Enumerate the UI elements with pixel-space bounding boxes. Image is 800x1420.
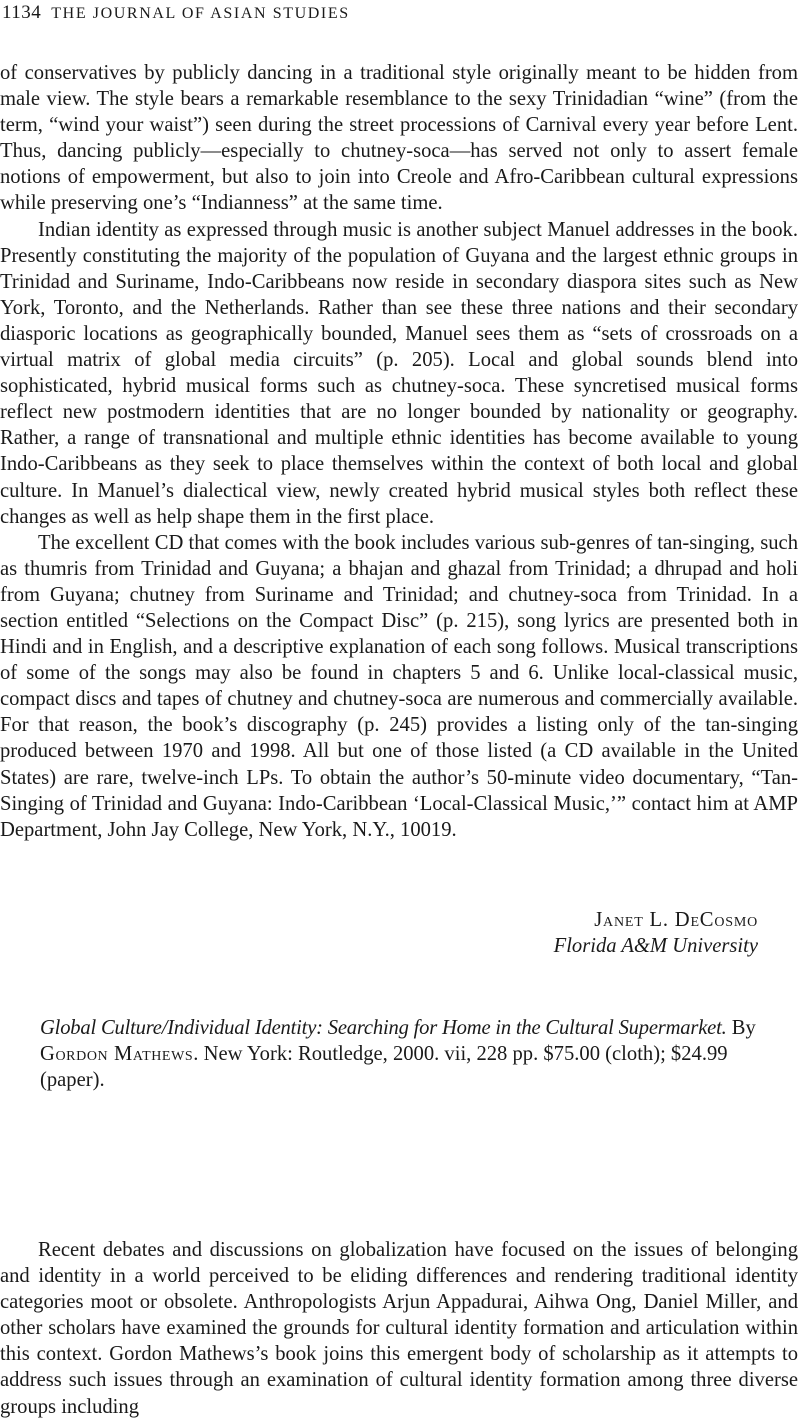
running-head xyxy=(2,0,350,26)
book-title: Global Culture/Individual Identity: Searching for Home in the Cultural Supermarket. xyxy=(40,1017,727,1039)
paragraph-cd: The excellent CD that comes with the book includes various sub-genres of tan-singing, such as thumris from Trinidad and Guyana; a bhajan and ghazal from Trinidad; a dhrupad and holi from Guyana; chutney from Suriname and Trinidad; and chutney-soca from Trinidad. In a section entitled “Selections on the Compact Disc” (p. 215), song lyrics are presented both in Hindi and in English, and a descriptive explanation of each song follows. Musical transcriptions of some of the songs may also be found in chapters 5 and 6. Unlike local-classical music, compact discs and tapes of chutney and chutney-soca are numerous and commercially available. For that reason, the book’s discography (p. 245) provides a listing only of the tan-singing produced between 1970 and 1998. All but one of those listed (a CD available in the United States) are rare, twelve-inch LPs. To obtain the author’s 50-minute video documentary, “Tan-Singing of Trinidad and Guyana: Indo-Caribbean ‘Local-Classical Music,’” contact him at AMP Department, John Jay College, New York, N.Y., 10019. xyxy=(0,531,798,841)
reviewer-affiliation: Florida A&M University xyxy=(553,935,758,957)
publication-info: . New York: Routledge, 2000. vii, 228 pp. $75.00 (cloth); $24.99 (paper). xyxy=(40,1043,728,1091)
review-body xyxy=(0,60,798,843)
reviewer-signature xyxy=(554,907,758,959)
book-citation xyxy=(40,1015,780,1093)
paragraph-indian-identity: Indian identity as expressed through music is another subject Manuel addresses in the book. Presently constituting the majority of the population of Guyana and the largest ethnic groups in Trinidad and Suriname, Indo-Caribbeans now reside in secondary diaspora sites such as New York, Toronto, and the Netherlands. Rather than see these three nations and their secondary diasporic locations as geographically bounded, Manuel sees them as “sets of crossroads on a virtual matrix of global media circuits” (p. 205). Local and global sounds blend into sophisticated, hybrid musical forms such as chutney-soca. These syncretised musical forms reflect new postmodern identities that are no longer bounded by nationality or geography. Rather, a range of transnational and multiple ethnic identities has become available to young Indo-Caribbeans as they seek to place themselves within the context of both local and global culture. In Manuel’s dialectical view, newly created hybrid musical styles both reflect these changes as well as help shape them in the first place. xyxy=(0,218,798,528)
page-number: 1134 xyxy=(2,2,42,23)
paragraph-continued: of conservatives by publicly dancing in a traditional style originally meant to be hidden from male view. The style bears a remarkable resemblance to the sexy Trinidadian “wine” (from the term, “wind your waist”) seen during the street processions of Carnival every year before Lent. Thus, dancing publicly—especially to chutney-soca—has served not only to assert female notions of empowerment, but also to join into Creole and Afro-Caribbean cultural expressions while preserving one’s “Indianness” at the same time. xyxy=(0,62,798,215)
review-body-2 xyxy=(0,1237,798,1420)
reviewer-name: Janet L. DeCosmo xyxy=(594,909,758,931)
by-label: By xyxy=(731,1017,756,1039)
book-author: Gordon Mathews xyxy=(40,1043,194,1065)
journal-title: THE JOURNAL OF ASIAN STUDIES xyxy=(51,5,350,22)
paragraph-globalization: Recent debates and discussions on globalization have focused on the issues of belonging and identity in a world perceived to be eliding differences and rendering traditional identity categories moot or obsolete. Anthropologists Arjun Appadurai, Aihwa Ong, Daniel Miller, and other scholars have examined the grounds for cultural identity formation and articulation within this context. Gordon Mathews’s book joins this emergent body of scholarship as it attempts to address such issues through an examination of cultural identity formation among three diverse groups including xyxy=(0,1239,798,1418)
